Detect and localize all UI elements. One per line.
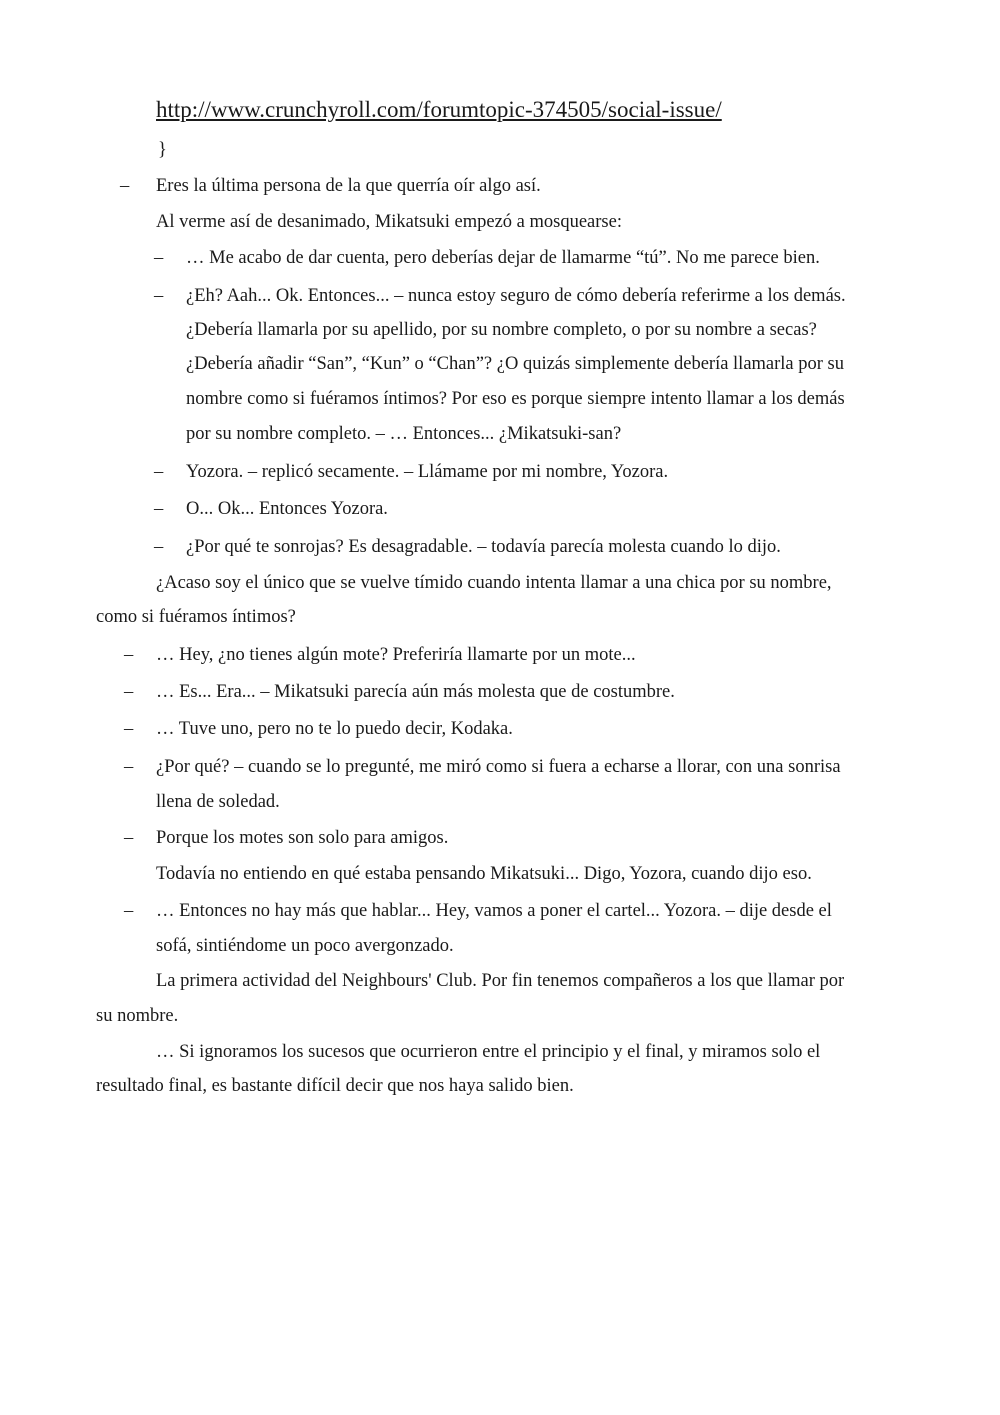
text-line: por su nombre completo. – … Entonces... ¿Mikatsuki-san? xyxy=(186,424,622,444)
text-line: Porque los motes son solo para amigos. xyxy=(156,828,449,848)
dialogue-dash: – xyxy=(120,176,130,196)
text-line: sofá, sintiéndome un poco avergonzado. xyxy=(156,936,454,956)
text-line: nombre como si fuéramos íntimos? Por eso es porque siempre intento llamar a los demás xyxy=(186,389,845,409)
text-line: Yozora. – replicó secamente. – Llámame por mi nombre, Yozora. xyxy=(186,462,669,482)
dialogue-dash: – xyxy=(124,901,134,921)
text-line: Eres la última persona de la que querría oír algo así. xyxy=(156,176,541,196)
text-line: ¿Por qué? – cuando se lo pregunté, me miró como si fuera a echarse a llorar, con una sonrisa xyxy=(156,757,841,777)
text-line: … Tuve uno, pero no te lo puedo decir, Kodaka. xyxy=(156,719,513,739)
dialogue-dash: – xyxy=(154,248,164,268)
forum-link[interactable]: http://www.crunchyroll.com/forumtopic-374505/social-issue/ xyxy=(156,97,722,122)
text-line: … Me acabo de dar cuenta, pero deberías dejar de llamarme “tú”. No me parece bien. xyxy=(186,248,820,268)
dialogue-dash: – xyxy=(154,499,164,519)
dialogue-dash: – xyxy=(154,462,164,482)
text-line: La primera actividad del Neighbours' Club. Por fin tenemos compañeros a los que llamar por xyxy=(156,971,845,991)
text-line: ¿Por qué te sonrojas? Es desagradable. – todavía parecía molesta cuando lo dijo. xyxy=(186,537,781,557)
dialogue-dash: – xyxy=(124,682,134,702)
text-line: llena de soledad. xyxy=(156,792,280,812)
text-line: ¿Eh? Aah... Ok. Entonces... – nunca estoy seguro de cómo debería referirme a los demás. xyxy=(186,286,846,306)
dialogue-dash: – xyxy=(154,537,164,557)
dialogue-dash: – xyxy=(124,719,134,739)
text-line: ¿Acaso soy el único que se vuelve tímido cuando intenta llamar a una chica por su nombre, xyxy=(156,573,832,593)
closing-brace: } xyxy=(158,140,167,160)
text-line: … Si ignoramos los sucesos que ocurrieron entre el principio y el final, y miramos solo el xyxy=(156,1042,821,1062)
text-line: su nombre. xyxy=(96,1006,179,1026)
text-line: ¿Debería llamarla por su apellido, por su nombre completo, o por su nombre a secas? xyxy=(186,320,817,340)
text-line: Al verme así de desanimado, Mikatsuki empezó a mosquearse: xyxy=(156,212,622,232)
text-line: O... Ok... Entonces Yozora. xyxy=(186,499,388,519)
text-line: resultado final, es bastante difícil decir que nos haya salido bien. xyxy=(96,1076,574,1096)
dialogue-dash: – xyxy=(124,828,134,848)
dialogue-dash: – xyxy=(154,286,164,306)
text-line: … Es... Era... – Mikatsuki parecía aún más molesta que de costumbre. xyxy=(156,682,675,702)
dialogue-dash: – xyxy=(124,645,134,665)
text-line: … Hey, ¿no tienes algún mote? Preferiría llamarte por un mote... xyxy=(156,645,636,665)
text-line: ¿Debería añadir “San”, “Kun” o “Chan”? ¿O quizás simplemente debería llamarla por su xyxy=(186,354,845,374)
dialogue-dash: – xyxy=(124,757,134,777)
text-line: … Entonces no hay más que hablar... Hey, vamos a poner el cartel... Yozora. – dije desde el xyxy=(156,901,832,921)
text-line: como si fuéramos íntimos? xyxy=(96,607,296,627)
text-line: Todavía no entiendo en qué estaba pensando Mikatsuki... Digo, Yozora, cuando dijo eso. xyxy=(156,864,812,884)
